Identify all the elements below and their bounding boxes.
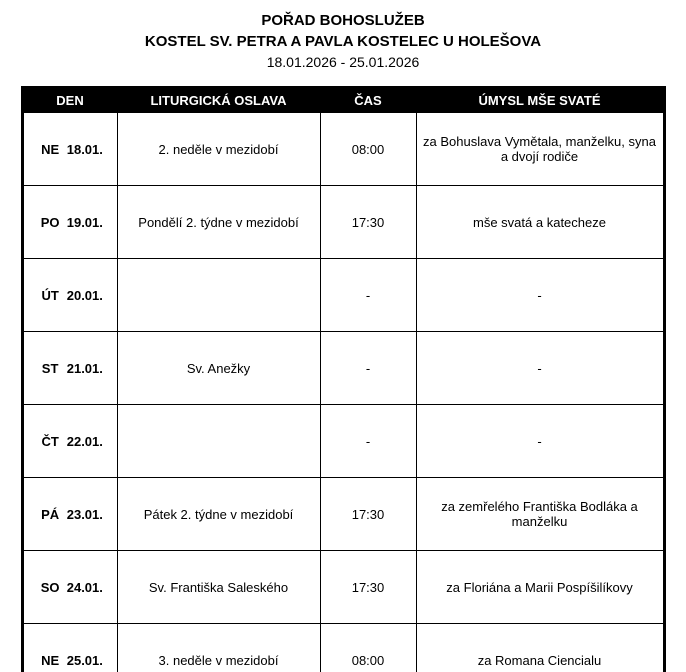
- day-abbrev: PÁ: [41, 506, 60, 522]
- time-cell: -: [320, 332, 416, 405]
- table-row: [22, 405, 664, 478]
- time-cell: 08:00: [320, 112, 416, 186]
- intention-cell: za Romana Ciencialu: [416, 624, 664, 672]
- intention-cell: -: [416, 332, 664, 405]
- col-header-celebration: LITURGICKÁ OSLAVA: [117, 88, 320, 113]
- intention-cell: -: [416, 405, 664, 478]
- day-abbrev: ST: [41, 360, 59, 376]
- day-date: 23.01.: [66, 506, 103, 522]
- date-range: 18.01.2026 - 25.01.2026: [266, 54, 420, 70]
- time-cell: 17:30: [320, 478, 416, 551]
- celebration-cell: Pátek 2. týdne v mezidobí: [117, 478, 320, 551]
- intention-cell: mše svatá a katecheze: [416, 186, 664, 259]
- page-title: POŘAD BOHOSLUŽEB: [261, 12, 425, 29]
- day-cell: [22, 478, 117, 551]
- table-row: [22, 551, 664, 624]
- table-row: [22, 259, 664, 332]
- table-row: [22, 478, 664, 551]
- table-row: [22, 332, 664, 405]
- celebration-cell: Pondělí 2. týdne v mezidobí: [117, 186, 320, 259]
- col-header-time: ČAS: [320, 88, 416, 113]
- day-date: 18.01.: [66, 141, 103, 157]
- day-abbrev: NE: [41, 652, 60, 668]
- day-cell: [22, 186, 117, 259]
- day-abbrev: ÚT: [41, 287, 59, 303]
- table-row: [22, 186, 664, 259]
- day-cell: [22, 112, 117, 186]
- day-cell: [22, 624, 117, 672]
- day-date: 22.01.: [66, 433, 103, 449]
- day-date: 19.01.: [66, 214, 103, 230]
- table-header-row: [22, 88, 664, 113]
- document-header: [0, 0, 686, 73]
- day-abbrev: PO: [40, 214, 60, 230]
- celebration-cell: Sv. Anežky: [117, 332, 320, 405]
- intention-cell: za Floriána a Marii Pospíšilíkovy: [416, 551, 664, 624]
- day-date: 24.01.: [66, 579, 103, 595]
- day-abbrev: SO: [40, 579, 60, 595]
- day-date: 21.01.: [66, 360, 103, 376]
- table-row: [22, 112, 664, 186]
- celebration-cell: 2. neděle v mezidobí: [117, 112, 320, 186]
- intention-cell: za zemřelého Františka Bodláka a manželku: [416, 478, 664, 551]
- time-cell: 08:00: [320, 624, 416, 672]
- celebration-cell: [117, 259, 320, 332]
- day-date: 25.01.: [66, 652, 103, 668]
- celebration-cell: 3. neděle v mezidobí: [117, 624, 320, 672]
- intention-cell: za Bohuslava Vymětala, manželku, syna a dvojí rodiče: [416, 112, 664, 186]
- time-cell: -: [320, 259, 416, 332]
- table-row: [22, 624, 664, 672]
- schedule-table: [21, 86, 666, 672]
- day-cell: [22, 551, 117, 624]
- col-header-day: DEN: [22, 88, 117, 113]
- col-header-intention: ÚMYSL MŠE SVATÉ: [416, 88, 664, 113]
- day-abbrev: ČT: [41, 433, 59, 449]
- day-date: 20.01.: [66, 287, 103, 303]
- time-cell: -: [320, 405, 416, 478]
- day-abbrev: NE: [41, 141, 60, 157]
- day-cell: [22, 332, 117, 405]
- day-cell: [22, 259, 117, 332]
- intention-cell: -: [416, 259, 664, 332]
- day-cell: [22, 405, 117, 478]
- time-cell: 17:30: [320, 186, 416, 259]
- page-subtitle: KOSTEL SV. PETRA A PAVLA KOSTELEC U HOLEŠOVA: [144, 33, 542, 50]
- celebration-cell: [117, 405, 320, 478]
- time-cell: 17:30: [320, 551, 416, 624]
- celebration-cell: Sv. Františka Saleského: [117, 551, 320, 624]
